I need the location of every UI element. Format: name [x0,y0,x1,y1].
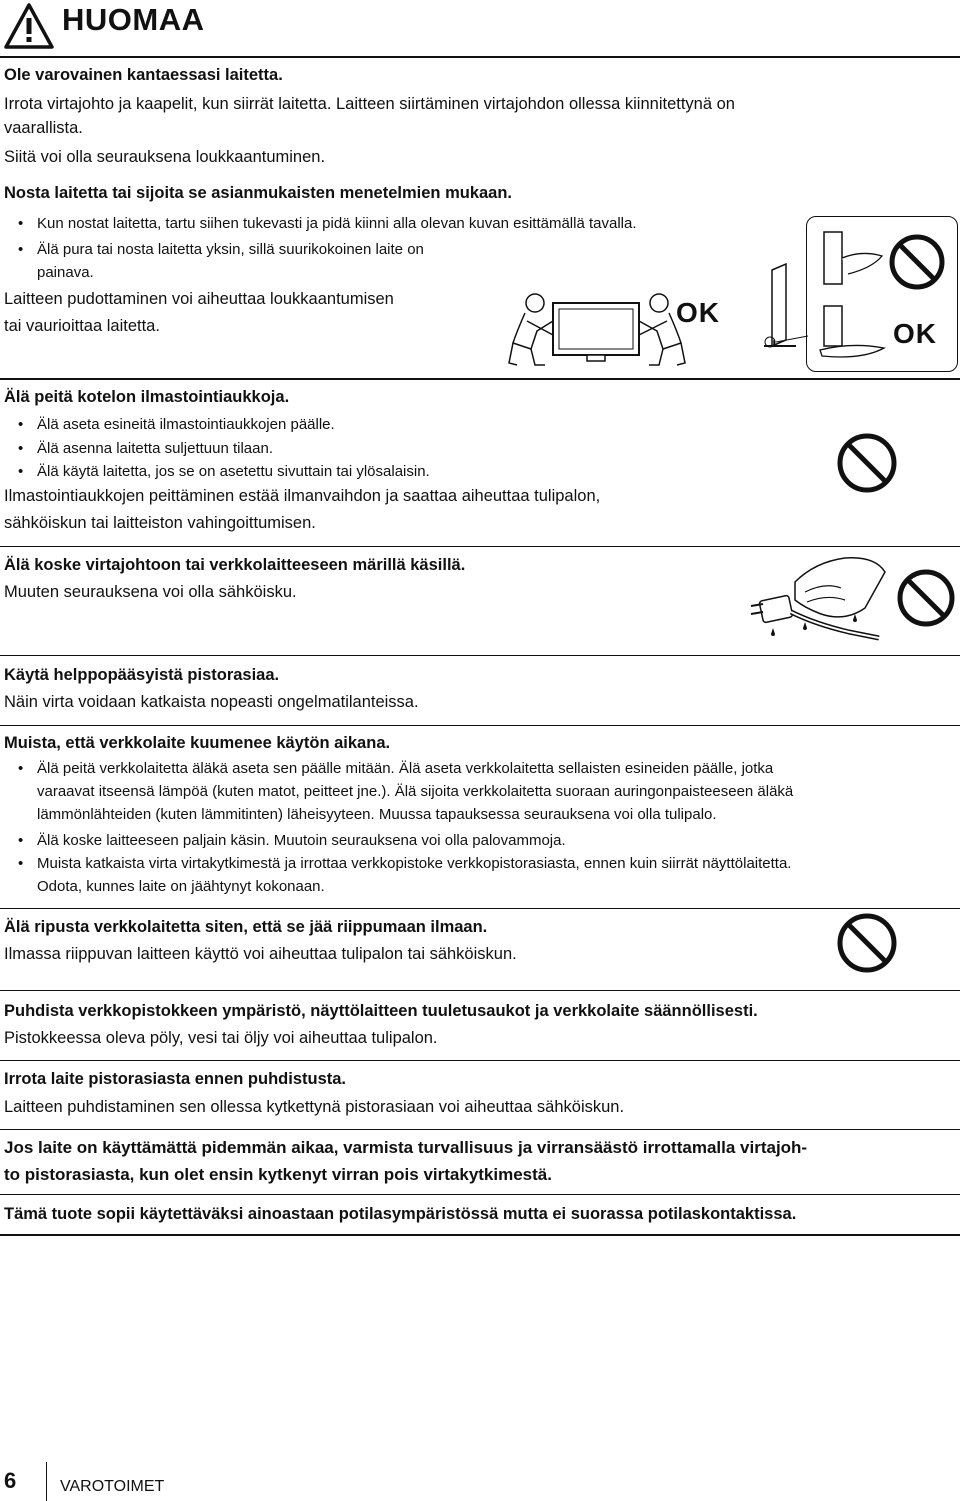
monitor-side-view-illustration [752,262,802,358]
divider [0,990,960,991]
hand-grip-wrong-illustration [812,228,892,288]
section-heading: Älä ripusta verkkolaitetta siten, että se jää riippumaan ilmaan. [4,918,488,936]
bullet-text: painava. [37,264,94,281]
section-heading: Käytä helppopääsyistä pistorasiaa. [4,666,280,684]
divider [0,1129,960,1130]
paragraph: Muuten seurauksena voi olla sähköisku. [4,583,297,601]
paragraph: vaarallista. [4,119,83,137]
section-heading: Älä peitä kotelon ilmastointiaukkoja. [4,388,290,406]
bullet-text: lämmönlähteiden (kuten lämmitinten) läheisyyteen. Muussa tapauksessa seurauksena voi olla tulipalo. [37,806,717,823]
section-heading: Muista, että verkkolaite kuumenee käytön aikana. [4,734,391,752]
divider [0,56,960,58]
wet-hand-plug-illustration [745,552,895,642]
bullet-text: Odota, kunnes laite on jäähtynyt kokonaan. [37,878,325,895]
bullet-marker: • [18,416,24,433]
prohibition-icon [896,568,956,628]
prohibition-icon [888,233,946,291]
bullet-marker: • [18,832,24,849]
header [0,0,960,58]
bullet-marker: • [18,855,24,872]
bullet-text: Älä koske laitteeseen paljain käsin. Muutoin seurauksena voi olla palovammoja. [37,832,566,849]
paragraph: Laitteen pudottaminen voi aiheuttaa loukkaantumisen [4,290,394,308]
bullet-marker: • [18,241,24,258]
footer-divider [46,1462,47,1501]
bullet-text: Muista katkaista virta virtakytkimestä ja irrottaa verkkopistoke verkkopistorasiasta, ennen kuin siirrät näyttölaitetta. [37,855,792,872]
divider [0,655,960,656]
two-person-lift-illustration [505,291,690,369]
warning-triangle-icon [4,3,54,49]
divider [0,725,960,726]
footer-label: VAROTOIMET [60,1478,165,1495]
bullet-text: Älä aseta esineitä ilmastointiaukkojen päälle. [37,416,335,433]
bullet-marker: • [18,215,24,232]
bullet-text: Älä peitä verkkolaitetta äläkä aseta sen päälle mitään. Älä aseta verkkolaitetta sellaisten esineiden päälle, jotka [37,760,774,777]
section-heading: Puhdista verkkopistokkeen ympäristö, näyttölaitteen tuuletusaukot ja verkkolaite säännöllisesti. [4,1002,758,1020]
paragraph: Irrota virtajohto ja kaapelit, kun siirrät laitetta. Laitteen siirtäminen virtajohdon ollessa kiinnitettynä on [4,95,735,113]
ok-label: OK [893,318,937,349]
bullet-marker: • [18,760,24,777]
divider [0,378,960,380]
ok-label: OK [676,297,720,328]
section-heading: Ole varovainen kantaessasi laitetta. [4,66,283,84]
bullet-text: Kun nostat laitetta, tartu siihen tukevasti ja pidä kiinni alla olevan kuvan esittämällä tavalla. [37,215,637,232]
section-heading: to pistorasiasta, kun olet ensin kytkenyt virran pois virtakytkimestä. [4,1165,552,1184]
section-heading: Nosta laitetta tai sijoita se asianmukaisten menetelmien mukaan. [4,184,513,202]
section-heading: Jos laite on käyttämättä pidemmän aikaa, varmista turvallisuus ja virransäästö irrottamalla virtajoh- [4,1138,808,1157]
paragraph: Pistokkeessa oleva pöly, vesi tai öljy voi aiheuttaa tulipalon. [4,1029,438,1047]
bullet-text: varaavat itseensä lämpöä (kuten matot, peitteet jne.). Älä sijoita verkkolaitetta suoraan auringonpaisteeseen äläkä [37,783,794,800]
bullet-text: Älä käytä laitetta, jos se on asetettu sivuttain tai ylösalaisin. [37,463,430,480]
bullet-text: Älä pura tai nosta laitetta yksin, sillä suurikokoinen laite on [37,241,424,258]
paragraph: Laitteen puhdistaminen sen ollessa kytkettynä pistorasiaan voi aiheuttaa sähköiskun. [4,1098,625,1116]
bullet-marker: • [18,440,24,457]
paragraph: Ilmassa riippuvan laitteen käyttö voi aiheuttaa tulipalon tai sähköiskun. [4,945,517,963]
hand-grip-correct-illustration [812,302,892,362]
paragraph: Näin virta voidaan katkaista nopeasti ongelmatilanteissa. [4,693,419,711]
paragraph: sähköiskun tai laitteiston vahingoittumisen. [4,514,316,532]
page-title: HUOMAA [62,2,205,37]
section-heading: Irrota laite pistorasiasta ennen puhdistusta. [4,1070,346,1088]
divider [0,1194,960,1195]
divider [0,546,960,547]
paragraph: tai vaurioittaa laitetta. [4,317,160,335]
divider [0,908,960,909]
paragraph: Siitä voi olla seurauksena loukkaantuminen. [4,148,326,166]
divider [0,1060,960,1061]
prohibition-icon [836,912,898,974]
paragraph: Ilmastointiaukkojen peittäminen estää ilmanvaihdon ja saattaa aiheuttaa tulipalon, [4,487,601,505]
section-heading: Tämä tuote sopii käytettäväksi ainoastaan potilasympäristössä mutta ei suorassa potilaskontaktissa. [4,1205,797,1223]
section-heading: Älä koske virtajohtoon tai verkkolaitteeseen märillä käsillä. [4,556,466,574]
page-number: 6 [4,1468,17,1493]
bullet-text: Älä asenna laitetta suljettuun tilaan. [37,440,273,457]
divider [0,1234,960,1236]
bullet-marker: • [18,463,24,480]
prohibition-icon [836,432,898,494]
